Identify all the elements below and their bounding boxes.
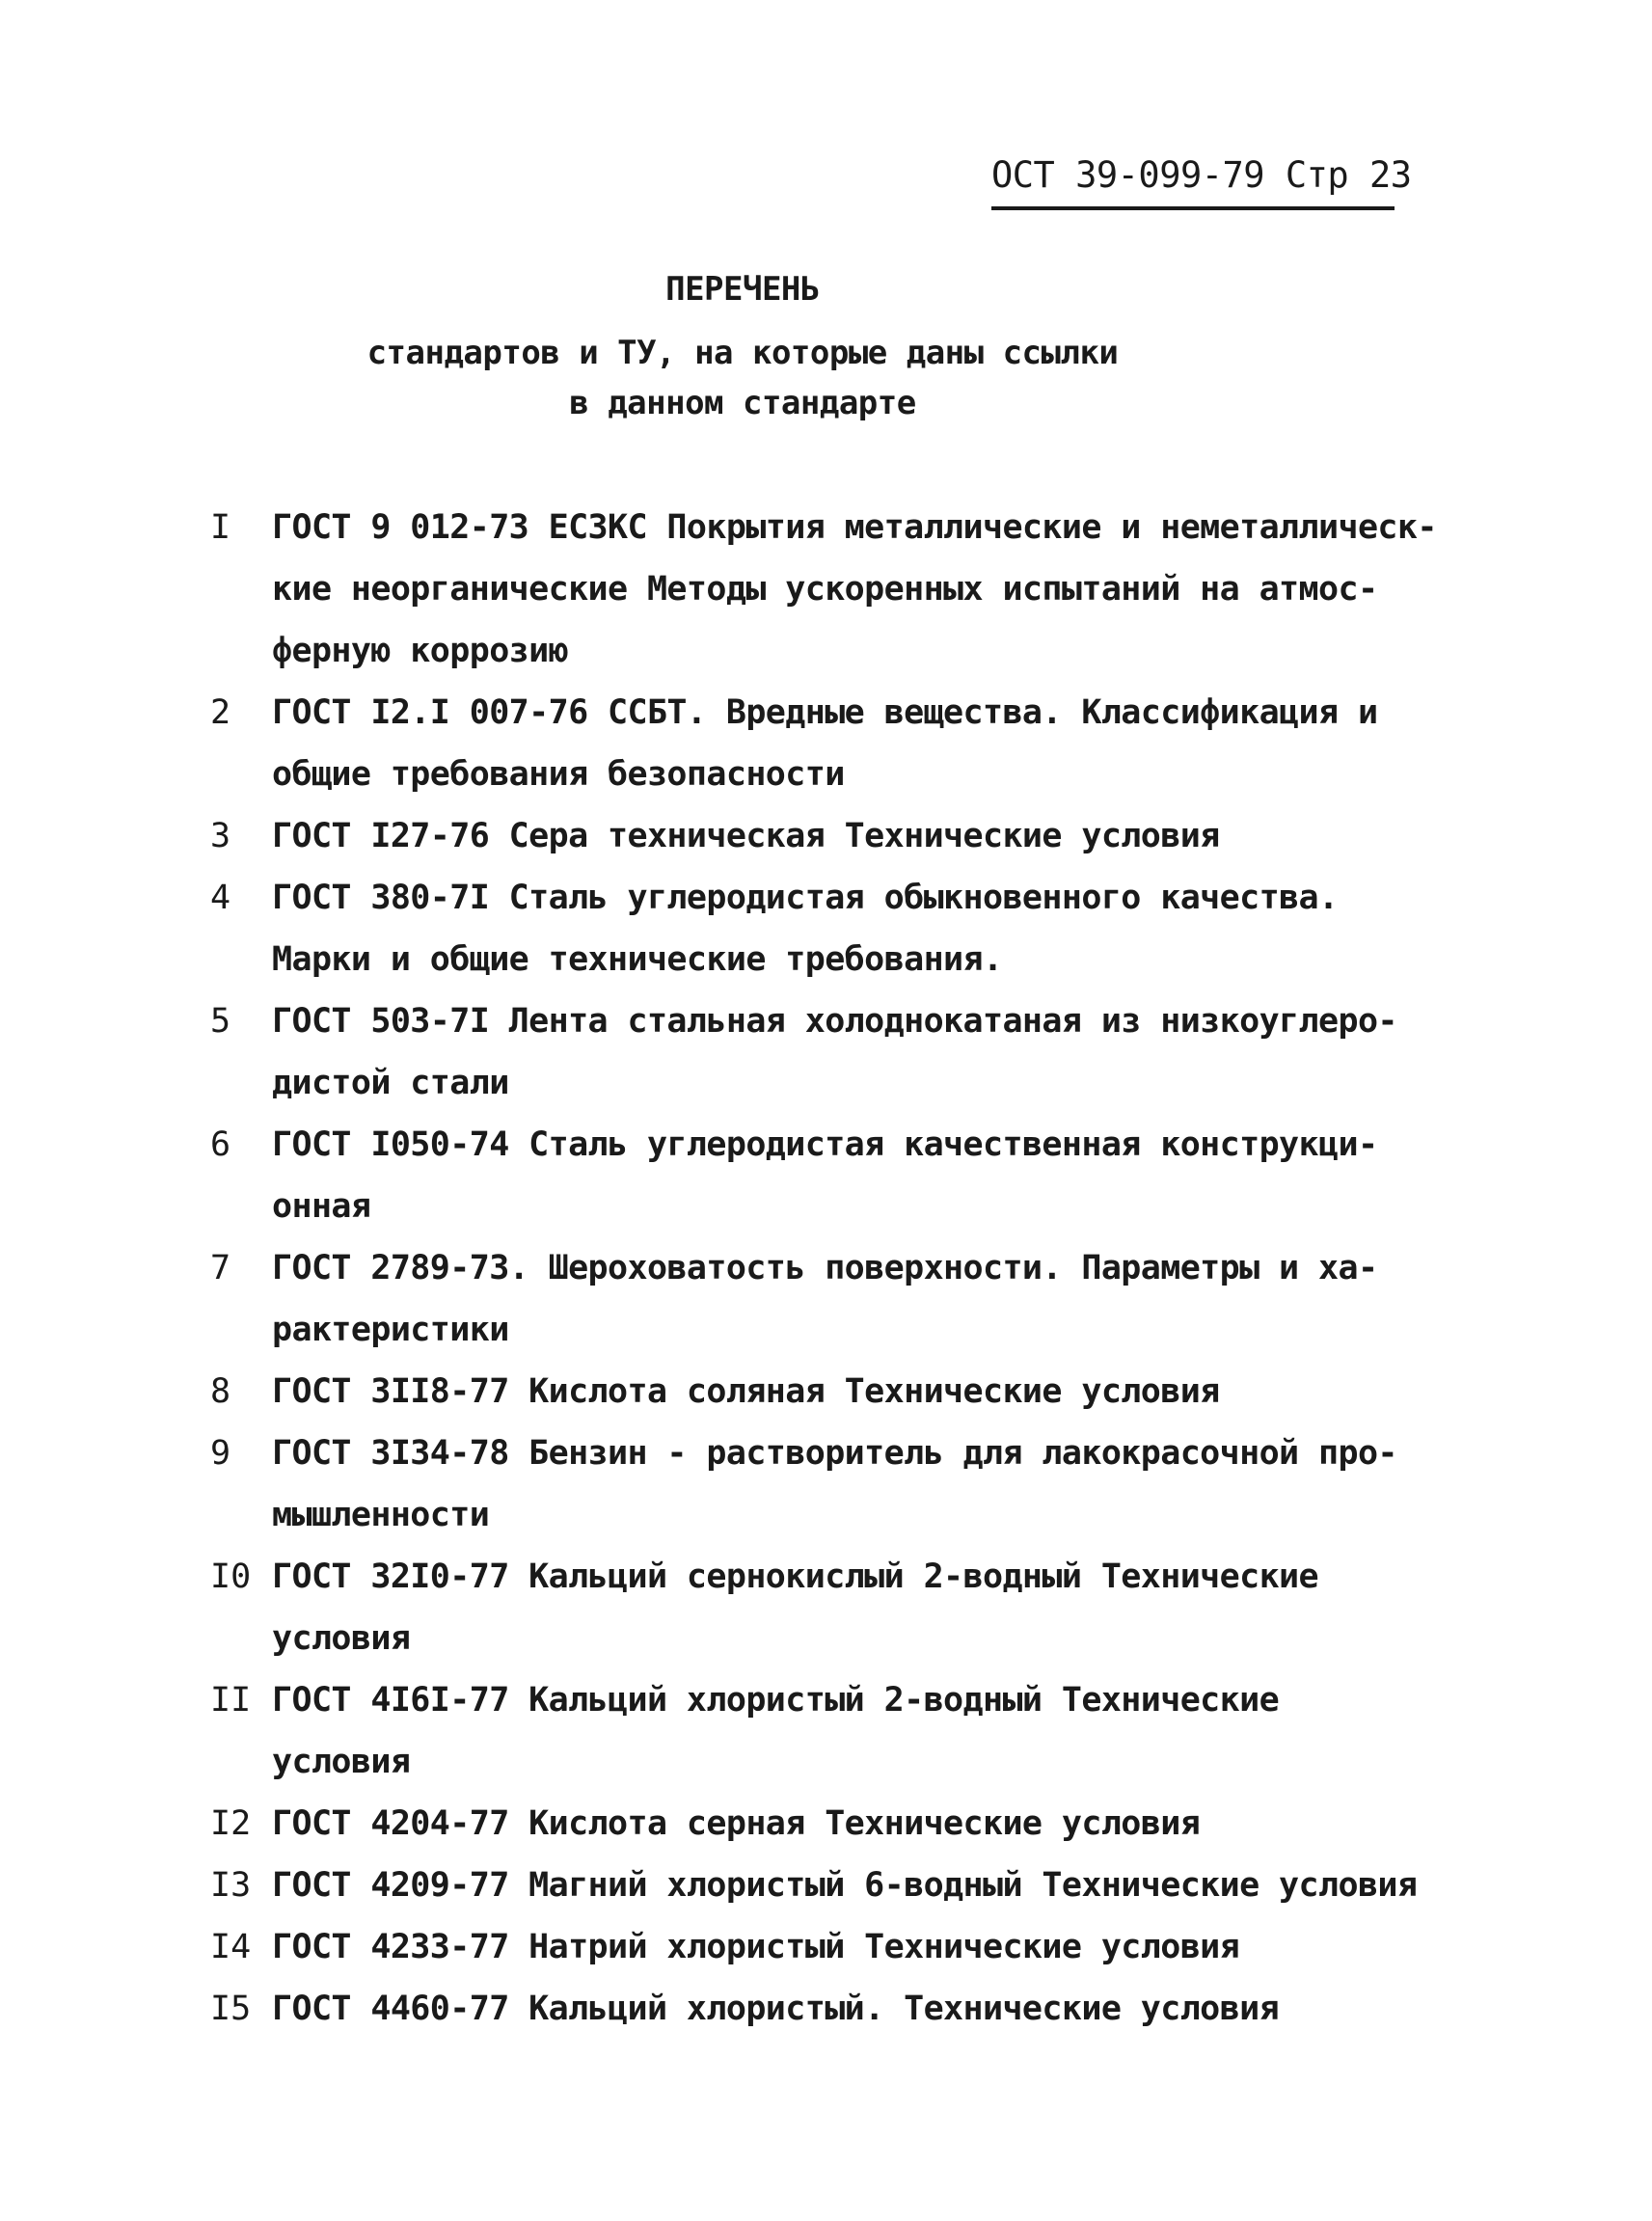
list-item-number: I xyxy=(210,508,231,547)
reference-list xyxy=(0,497,1652,2040)
list-item xyxy=(0,1361,1652,1422)
list-item-text-line: ГОСТ 32I0-77 Кальций сернокислый 2-водный Технические xyxy=(272,1557,1319,1596)
list-item-text-line: ГОСТ 4460-77 Кальций хлористый. Технические условия xyxy=(272,1990,1280,2028)
list-item-number: 8 xyxy=(210,1372,231,1411)
list-item xyxy=(0,1422,1652,1546)
list-item xyxy=(0,1916,1652,1978)
list-item xyxy=(0,867,1652,990)
list-item-number: 2 xyxy=(210,693,231,732)
list-item-text-line: ГОСТ I2.I 007-76 ССБТ. Вредные вещества. Классификация и xyxy=(272,693,1378,732)
list-item-number: II xyxy=(210,1681,252,1720)
list-item-number: I4 xyxy=(210,1928,252,1966)
document-header: ОСТ 39-099-79 Стр 23 xyxy=(991,154,1412,196)
list-item-text-line: мышленности xyxy=(272,1496,490,1534)
list-item xyxy=(0,805,1652,867)
list-item-text-line: кие неорганические Методы ускоренных испытаний на атмос- xyxy=(272,570,1378,609)
header-underline xyxy=(991,206,1395,210)
list-item-text-line: ГОСТ 4209-77 Магний хлористый 6-водный Технические условия xyxy=(272,1866,1418,1905)
list-item xyxy=(0,682,1652,805)
list-item-number: I2 xyxy=(210,1804,252,1843)
list-item-text-line: ГОСТ 9 012-73 ЕСЗКС Покрытия металлические и неметаллическ- xyxy=(272,508,1437,547)
list-item-number: 5 xyxy=(210,1002,231,1041)
list-item xyxy=(0,1237,1652,1361)
list-item-text-line: рактеристики xyxy=(272,1311,509,1349)
list-item-text-line: ферную коррозию xyxy=(272,632,569,670)
list-item-text-line: ГОСТ I050-74 Сталь углеродистая качественная конструкци- xyxy=(272,1125,1378,1164)
list-item-number: 6 xyxy=(210,1125,231,1164)
list-item-text-line: ГОСТ 4I6I-77 Кальций хлористый 2-водный Технические xyxy=(272,1681,1280,1720)
list-item-text-line: Марки и общие технические требования. xyxy=(272,940,1003,979)
list-item-text-line: дистой стали xyxy=(272,1064,509,1102)
list-item xyxy=(0,990,1652,1114)
list-item xyxy=(0,1669,1652,1793)
list-item-number: 7 xyxy=(210,1249,231,1287)
list-subtitle-line-2: в данном стандарте xyxy=(569,384,916,422)
list-item-text-line: условия xyxy=(272,1743,411,1781)
list-item xyxy=(0,1114,1652,1237)
list-item-number: I5 xyxy=(210,1990,252,2028)
list-item-text-line: онная xyxy=(272,1187,371,1226)
list-item-number: 3 xyxy=(210,817,231,855)
list-item-text-line: общие требования безопасности xyxy=(272,755,845,794)
list-item xyxy=(0,1855,1652,1916)
list-item-text-line: ГОСТ 3I34-78 Бензин - растворитель для лакокрасочной про- xyxy=(272,1434,1397,1473)
list-item-number: 4 xyxy=(210,879,231,917)
list-item-text-line: ГОСТ I27-76 Сера техническая Технические условия xyxy=(272,817,1220,855)
list-item-text-line: ГОСТ 2789-73. Шероховатость поверхности. Параметры и ха- xyxy=(272,1249,1378,1287)
list-item xyxy=(0,1793,1652,1855)
list-item-text-line: условия xyxy=(272,1619,411,1658)
list-item-text-line: ГОСТ 4204-77 Кислота серная Технические условия xyxy=(272,1804,1201,1843)
list-item xyxy=(0,1546,1652,1669)
list-item-text-line: ГОСТ 503-7I Лента стальная холоднокатаная из низкоуглеро- xyxy=(272,1002,1397,1041)
list-item-text-line: ГОСТ 380-7I Сталь углеродистая обыкновенного качества. xyxy=(272,879,1339,917)
list-item-number: 9 xyxy=(210,1434,231,1473)
list-item xyxy=(0,497,1652,682)
list-item-text-line: ГОСТ 4233-77 Натрий хлористый Технические условия xyxy=(272,1928,1240,1966)
list-item-number: I3 xyxy=(210,1866,252,1905)
list-item-number: I0 xyxy=(210,1557,252,1596)
list-item xyxy=(0,1978,1652,2040)
list-item-text-line: ГОСТ 3II8-77 Кислота соляная Технические условия xyxy=(272,1372,1220,1411)
list-subtitle-line-1: стандартов и ТУ, на которые даны ссылки xyxy=(366,334,1119,372)
list-title: ПЕРЕЧЕНЬ xyxy=(665,270,820,309)
